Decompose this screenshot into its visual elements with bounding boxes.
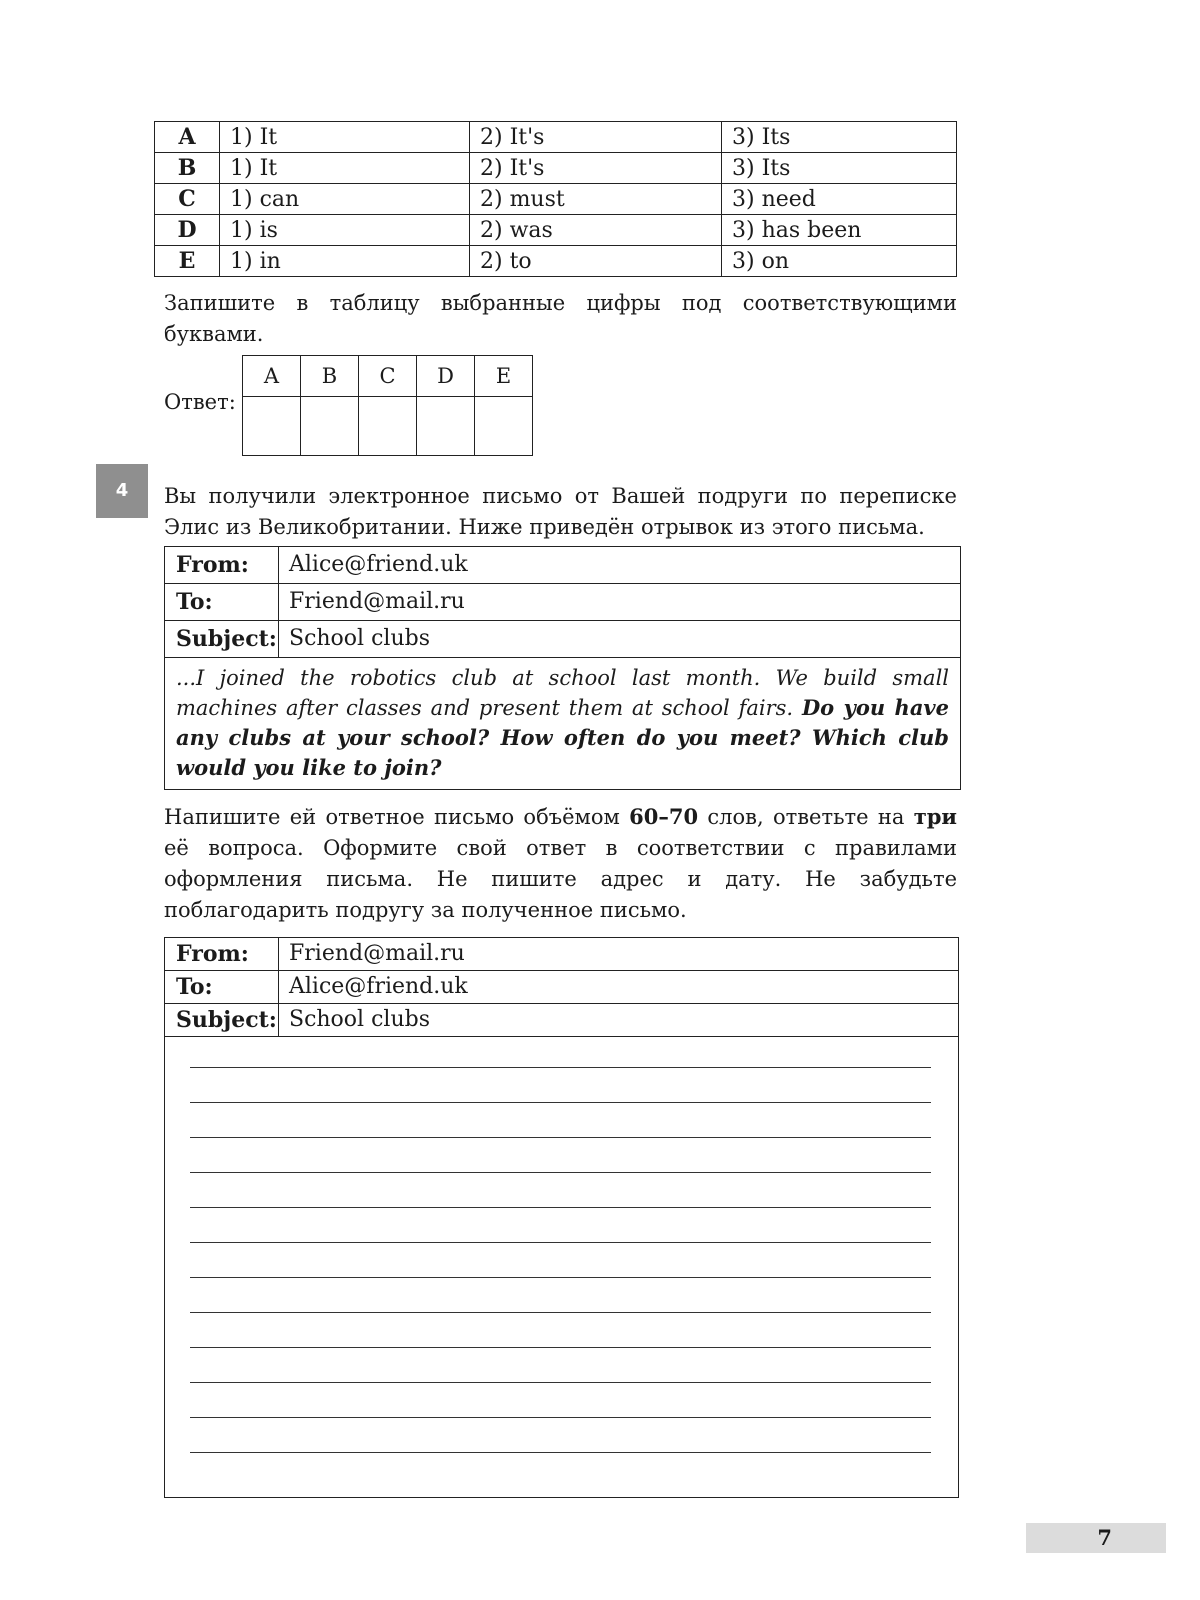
answer-cell-b[interactable] <box>301 397 359 456</box>
answer-cell-e[interactable] <box>475 397 533 456</box>
options-row <box>155 122 957 153</box>
answer-line[interactable] <box>190 1347 931 1348</box>
option-2: 2) was <box>470 215 722 246</box>
options-row <box>155 153 957 184</box>
email-body <box>165 658 960 789</box>
row-letter: C <box>155 184 220 215</box>
subject-value: School clubs <box>289 1007 430 1032</box>
page-number: 7 <box>1026 1523 1166 1553</box>
options-row <box>155 184 957 215</box>
row-letter: E <box>155 246 220 277</box>
answer-line[interactable] <box>190 1207 931 1208</box>
answer-letter-a: A <box>243 356 301 397</box>
options-table <box>154 121 957 277</box>
option-2: 2) It's <box>470 153 722 184</box>
answer-cell-c[interactable] <box>359 397 417 456</box>
email-body-text: ...I joined the robotics club at school last month. We build small machines after classes and present them at school fairs. <box>176 666 949 720</box>
to-value: Friend@mail.ru <box>289 589 465 614</box>
option-1: 1) in <box>220 246 470 277</box>
subject-value: School clubs <box>289 626 430 651</box>
answer-line[interactable] <box>190 1277 931 1278</box>
question-count: три <box>913 804 957 829</box>
from-value: Alice@friend.uk <box>289 552 468 577</box>
answer-cell-a[interactable] <box>243 397 301 456</box>
answer-line[interactable] <box>190 1172 931 1173</box>
option-2: 2) must <box>470 184 722 215</box>
row-letter: B <box>155 153 220 184</box>
instruction-part: слов, ответьте на <box>707 805 905 829</box>
option-3: 3) Its <box>722 122 957 153</box>
answer-letter-d: D <box>417 356 475 397</box>
answer-grid <box>242 355 533 456</box>
task-instruction <box>164 801 957 926</box>
option-1: 1) can <box>220 184 470 215</box>
task-intro: Вы получили электронное письмо от Вашей подруги по переписке Элис из Великобритании. Ниже приведён отрывок из этого письма. <box>164 484 957 539</box>
instruction-part: Напишите ей ответное письмо объёмом <box>164 805 620 829</box>
answer-line[interactable] <box>190 1067 931 1068</box>
instruction-text: Запишите в таблицу выбранные цифры под соответствующими буквами. <box>164 291 957 346</box>
option-1: 1) is <box>220 215 470 246</box>
row-letter: D <box>155 215 220 246</box>
answer-line[interactable] <box>190 1382 931 1383</box>
to-label: To: <box>165 971 279 1003</box>
option-1: 1) It <box>220 122 470 153</box>
option-3: 3) need <box>722 184 957 215</box>
email-subject-row <box>165 621 960 658</box>
from-label: From: <box>165 938 279 970</box>
email-to-row <box>165 584 960 621</box>
option-2: 2) It's <box>470 122 722 153</box>
option-1: 1) It <box>220 153 470 184</box>
reply-to-row <box>165 971 958 1004</box>
to-label: To: <box>165 584 279 620</box>
from-label: From: <box>165 547 279 583</box>
option-3: 3) on <box>722 246 957 277</box>
from-value: Friend@mail.ru <box>289 941 465 966</box>
reply-email <box>164 937 959 1498</box>
incoming-email <box>164 546 961 790</box>
reply-subject-row <box>165 1004 958 1037</box>
answer-letter-b: B <box>301 356 359 397</box>
answer-line[interactable] <box>190 1137 931 1138</box>
row-letter: A <box>155 122 220 153</box>
subject-label: Subject: <box>165 621 279 657</box>
email-questions: Do you have any clubs at your school? How often do you meet? Which club would you like to join? <box>176 695 949 780</box>
email-from-row <box>165 547 960 584</box>
option-3: 3) has been <box>722 215 957 246</box>
answer-cell-d[interactable] <box>417 397 475 456</box>
option-3: 3) Its <box>722 153 957 184</box>
answer-letter-c: C <box>359 356 417 397</box>
subject-label: Subject: <box>165 1004 279 1036</box>
answer-letter-e: E <box>475 356 533 397</box>
options-row <box>155 215 957 246</box>
to-value: Alice@friend.uk <box>289 974 468 999</box>
answer-line[interactable] <box>190 1312 931 1313</box>
task-number-badge: 4 <box>96 464 148 518</box>
answer-line[interactable] <box>190 1417 931 1418</box>
answer-line[interactable] <box>190 1102 931 1103</box>
instruction-part: её вопроса. Оформите свой ответ в соответствии с правилами оформления письма. Не пишите адрес и дату. Не забудьте поблагодарить подругу за полученное письмо. <box>164 836 957 922</box>
options-row <box>155 246 957 277</box>
option-2: 2) to <box>470 246 722 277</box>
word-count: 60–70 <box>629 804 699 829</box>
reply-from-row <box>165 938 958 971</box>
answer-line[interactable] <box>190 1242 931 1243</box>
answer-line[interactable] <box>190 1452 931 1453</box>
answer-label: Ответ: <box>164 390 236 414</box>
